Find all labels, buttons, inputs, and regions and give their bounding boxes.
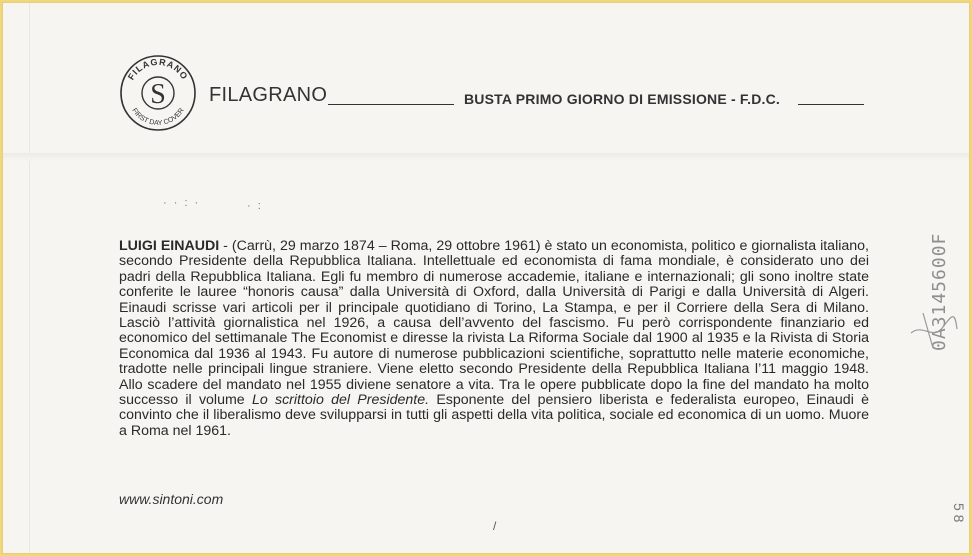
svg-text:FILAGRANO: FILAGRANO	[125, 56, 191, 82]
brand-name: FILAGRANO	[209, 84, 328, 106]
envelope	[2, 2, 970, 554]
envelope-title: BUSTA PRIMO GIORNO DI EMISSIONE - F.D.C.	[464, 91, 781, 107]
logo-letter: S	[150, 79, 166, 110]
filagrano-logo	[118, 53, 198, 133]
corner-mark: 5 8	[951, 503, 967, 523]
bio-closing: Esponente del pensiero liberista e federalista europeo, Einaudi è convinto che il liberalismo deve svilupparsi in tutti gli aspetti della vita politica, sociale ed economica di un uomo. Muore a Roma nel 1961.	[119, 392, 869, 439]
website-link[interactable]: www.sintoni.com	[119, 491, 224, 507]
bio-intro: - (Carrù, 29 marzo 1874 – Roma, 29 ottobre 1961) è stato un economista, politico e giornalista italiano, secondo Presidente della Repubblica Italiana. Intellettuale ed economista di fama mondiale, è considerato uno dei padri della Repubblica Italiana. Egli fu membro di numerose accademie, italiane e internazionali; gli sono inoltre state conferite le lauree “honoris causa” dalla Università di Oxford, dalla Università di Parigi e dalla Università di Algeri. Einaudi scrisse vari articoli per il principale quotidiano di Torino, La Stampa, e per il Corriere della Sera di Milano. Lasciò l’attività giornalistica nel 1926, a causa dell’avvento del fascismo. Fu però corrispondente finanziario ed economico del settimanale The Economist e diresse la rivista La Riforma Sociale dal 1900 al 1935 e la Rivista di Storia Economica dal 1936 al 1943. Fu autore di numerose pubblicazioni scientifiche, soprattutto nelle materie economiche, tradotte nelle principali lingue straniere. Viene eletto secondo Presidente della Repubblica Italiana l’11 maggio 1948. Allo scadere del mandato nel 1955 diviene senatore a vita. Tra le opere pubblicate dopo la fine del mandato ha molto successo il volume	[119, 238, 869, 409]
envelope-flap-edge	[17, 3, 30, 553]
handwritten-code: 0A3145600F	[929, 232, 950, 351]
title-underline	[798, 104, 864, 105]
svg-text:FIRST DAY COVER: FIRST DAY COVER	[130, 107, 186, 128]
bio-book-title: Lo scrittoio del Presidente.	[251, 392, 430, 409]
handwritten-scribble	[903, 293, 963, 353]
brand-underline	[328, 104, 454, 105]
pencil-tick: /	[493, 519, 497, 533]
bio-name: LUIGI EINAUDI	[119, 238, 220, 254]
header-divider	[3, 153, 969, 161]
paper-specks-2: · :	[247, 200, 263, 212]
biography-paragraph	[119, 239, 869, 439]
paper-specks: · · : ·	[163, 197, 201, 209]
